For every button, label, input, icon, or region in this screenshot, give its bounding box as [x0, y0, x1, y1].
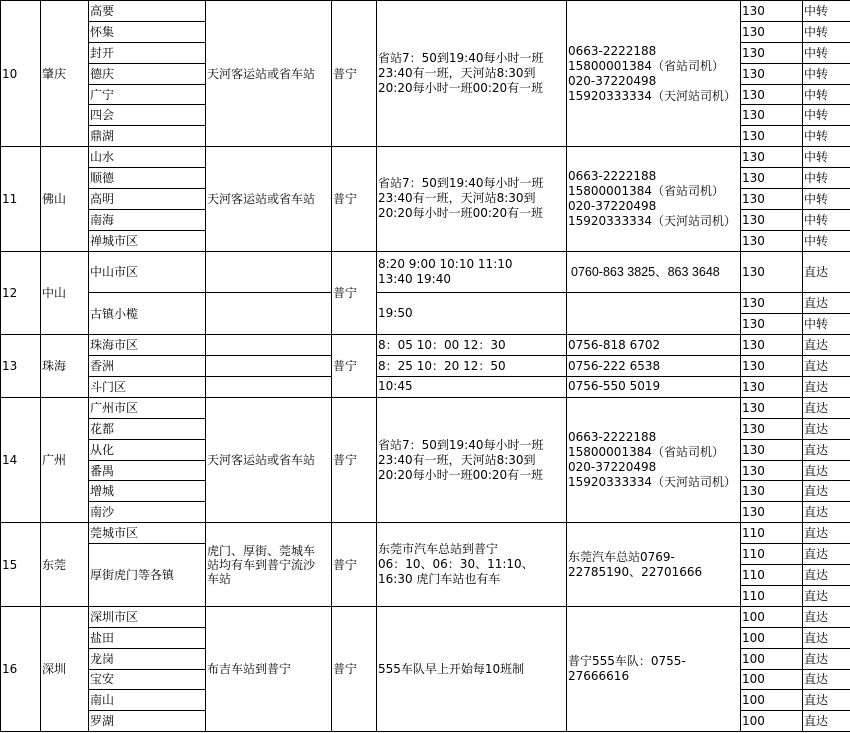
departure-station: 天河客运站或省车站 — [206, 397, 332, 522]
schedule: 8：25 10：20 12：50 — [377, 356, 567, 377]
fare-price: 130 — [741, 21, 803, 42]
fare-price: 100 — [741, 669, 803, 690]
table-row — [1, 251, 850, 272]
table-row — [1, 293, 850, 314]
origin-city: 东莞 — [41, 523, 89, 607]
fare-price: 130 — [741, 168, 803, 189]
destination: 普宁 — [332, 251, 377, 335]
contact-phone: 0663-2222188 15800001384（省站司机） 020-37220498 15920333334（天河站司机） — [567, 147, 741, 251]
route-type: 中转 — [803, 42, 850, 63]
contact-phone: 东莞汽车总站0769- 22785190、22701666 — [567, 523, 741, 607]
sub-area: 中山市区 — [89, 251, 206, 293]
fare-price: 130 — [741, 42, 803, 63]
route-number: 11 — [1, 147, 41, 251]
sub-area: 珠海市区 — [89, 335, 206, 356]
fare-price: 100 — [741, 606, 803, 627]
fare-price: 100 — [741, 648, 803, 669]
route-type: 中转 — [803, 105, 850, 126]
sub-area: 四会 — [89, 105, 206, 126]
table-row — [1, 356, 850, 377]
route-type: 直达 — [803, 585, 850, 606]
departure-station — [206, 335, 332, 356]
route-type: 直达 — [803, 293, 850, 314]
fare-price: 130 — [741, 209, 803, 230]
origin-city: 佛山 — [41, 147, 89, 251]
sub-area: 南海 — [89, 209, 206, 230]
route-number: 15 — [1, 523, 41, 607]
route-type: 直达 — [803, 356, 850, 377]
route-number: 14 — [1, 397, 41, 522]
origin-city: 广州 — [41, 397, 89, 522]
sub-area: 德庆 — [89, 63, 206, 84]
destination: 普宁 — [332, 606, 377, 731]
fare-price: 110 — [741, 523, 803, 544]
contact-phone: 0756-222 6538 — [567, 356, 741, 377]
schedule: 东莞市汽车总站到普宁 06：10、06：30、11:10、 16:30 虎门车站也有车 — [377, 523, 567, 607]
fare-price: 100 — [741, 627, 803, 648]
route-type: 中转 — [803, 168, 850, 189]
sub-area: 从化 — [89, 439, 206, 460]
sub-area: 厚街虎门等各镇 — [89, 544, 206, 607]
route-type: 中转 — [803, 84, 850, 105]
route-type: 中转 — [803, 1, 850, 22]
fare-price: 130 — [741, 314, 803, 335]
schedule: 555车队早上开始每10班制 — [377, 606, 567, 731]
sub-area: 花都 — [89, 418, 206, 439]
sub-area: 怀集 — [89, 21, 206, 42]
fare-price: 130 — [741, 481, 803, 502]
fare-price: 130 — [741, 105, 803, 126]
fare-price: 130 — [741, 293, 803, 314]
fare-price: 130 — [741, 439, 803, 460]
route-type: 直达 — [803, 439, 850, 460]
table-row — [1, 1, 850, 22]
fare-price: 110 — [741, 565, 803, 586]
sub-area: 罗湖 — [89, 711, 206, 732]
table-body — [1, 1, 850, 732]
sub-area: 香洲 — [89, 356, 206, 377]
schedule: 19:50 — [377, 293, 567, 335]
route-type: 中转 — [803, 209, 850, 230]
fare-price: 110 — [741, 585, 803, 606]
sub-area: 龙岗 — [89, 648, 206, 669]
sub-area: 番禺 — [89, 460, 206, 481]
route-type: 直达 — [803, 377, 850, 398]
fare-price: 130 — [741, 377, 803, 398]
table-row — [1, 606, 850, 627]
fare-price: 130 — [741, 335, 803, 356]
destination: 普宁 — [332, 147, 377, 251]
route-type: 直达 — [803, 460, 850, 481]
fare-price: 130 — [741, 230, 803, 251]
departure-station — [206, 356, 332, 377]
route-type: 直达 — [803, 335, 850, 356]
sub-area: 南山 — [89, 690, 206, 711]
route-type: 中转 — [803, 147, 850, 168]
fare-price: 130 — [741, 251, 803, 293]
departure-station: 天河客运站或省车站 — [206, 147, 332, 251]
fare-price: 130 — [741, 189, 803, 210]
fare-price: 130 — [741, 397, 803, 418]
fare-price: 130 — [741, 356, 803, 377]
route-type: 中转 — [803, 189, 850, 210]
route-type: 直达 — [803, 418, 850, 439]
fare-price: 130 — [741, 1, 803, 22]
route-number: 16 — [1, 606, 41, 731]
departure-station — [206, 377, 332, 398]
route-type: 直达 — [803, 627, 850, 648]
sub-area: 宝安 — [89, 669, 206, 690]
fare-price: 130 — [741, 63, 803, 84]
contact-phone: 0663-2222188 15800001384（省站司机） 020-37220498 15920333334（天河站司机） — [567, 397, 741, 522]
sub-area: 南沙 — [89, 502, 206, 523]
route-number: 13 — [1, 335, 41, 398]
origin-city: 中山 — [41, 251, 89, 335]
sub-area: 深圳市区 — [89, 606, 206, 627]
contact-phone: 0756-550 5019 — [567, 377, 741, 398]
origin-city: 珠海 — [41, 335, 89, 398]
fare-price: 100 — [741, 711, 803, 732]
sub-area: 鼎湖 — [89, 126, 206, 147]
route-type: 直达 — [803, 648, 850, 669]
schedule: 8:20 9:00 10:10 11:10 13:40 19:40 — [377, 251, 567, 293]
fare-price: 130 — [741, 147, 803, 168]
table-row — [1, 335, 850, 356]
sub-area: 莞城市区 — [89, 523, 206, 544]
sub-area: 古镇小榄 — [89, 293, 206, 335]
route-type: 直达 — [803, 669, 850, 690]
departure-station: 布吉车站到普宁 — [206, 606, 332, 731]
schedule: 8：05 10：00 12：30 — [377, 335, 567, 356]
route-type: 直达 — [803, 565, 850, 586]
schedule: 省站7：50到19:40每小时一班 23:40有一班，天河站8:30到 20:20每小时一班00:20有一班 — [377, 397, 567, 522]
sub-area: 封开 — [89, 42, 206, 63]
sub-area: 顺德 — [89, 168, 206, 189]
contact-phone — [567, 293, 741, 335]
fare-price: 100 — [741, 690, 803, 711]
sub-area: 增城 — [89, 481, 206, 502]
schedule: 10:45 — [377, 377, 567, 398]
schedule: 省站7：50到19:40每小时一班 23:40有一班，天河站8:30到 20:20每小时一班00:20有一班 — [377, 1, 567, 147]
sub-area: 广宁 — [89, 84, 206, 105]
departure-station — [206, 251, 332, 293]
table-row — [1, 397, 850, 418]
fare-price: 110 — [741, 544, 803, 565]
contact-phone: 普宁555车队：0755- 27666616 — [567, 606, 741, 731]
route-type: 直达 — [803, 523, 850, 544]
sub-area: 高要 — [89, 1, 206, 22]
route-type: 直达 — [803, 397, 850, 418]
origin-city: 肇庆 — [41, 1, 89, 147]
fare-price: 130 — [741, 126, 803, 147]
table-row — [1, 147, 850, 168]
route-type: 直达 — [803, 544, 850, 565]
sub-area: 禅城市区 — [89, 230, 206, 251]
departure-station — [206, 293, 332, 335]
destination: 普宁 — [332, 523, 377, 607]
route-type: 中转 — [803, 21, 850, 42]
destination: 普宁 — [332, 1, 377, 147]
route-type: 直达 — [803, 251, 850, 293]
table-row — [1, 523, 850, 544]
route-type: 直达 — [803, 711, 850, 732]
schedule: 省站7：50到19:40每小时一班 23:40有一班，天河站8:30到 20:20每小时一班00:20有一班 — [377, 147, 567, 251]
route-type: 直达 — [803, 606, 850, 627]
route-type: 中转 — [803, 230, 850, 251]
destination: 普宁 — [332, 397, 377, 522]
sub-area: 斗门区 — [89, 377, 206, 398]
origin-city: 深圳 — [41, 606, 89, 731]
route-type: 中转 — [803, 126, 850, 147]
contact-phone: 0756-818 6702 — [567, 335, 741, 356]
sub-area: 盐田 — [89, 627, 206, 648]
sub-area: 高明 — [89, 189, 206, 210]
route-type: 中转 — [803, 314, 850, 335]
fare-price: 130 — [741, 418, 803, 439]
table-row — [1, 377, 850, 398]
departure-station: 虎门、厚街、莞城车 站均有车到普宁流沙 车站 — [206, 523, 332, 607]
route-type: 直达 — [803, 690, 850, 711]
route-type: 直达 — [803, 502, 850, 523]
departure-station: 天河客运站或省车站 — [206, 1, 332, 147]
route-type: 直达 — [803, 481, 850, 502]
fare-price: 130 — [741, 460, 803, 481]
sub-area: 山水 — [89, 147, 206, 168]
fare-price: 130 — [741, 502, 803, 523]
route-type: 中转 — [803, 63, 850, 84]
contact-phone: 0760-863 3825、863 3648 — [567, 251, 741, 293]
sub-area: 广州市区 — [89, 397, 206, 418]
destination: 普宁 — [332, 335, 377, 398]
route-number: 10 — [1, 1, 41, 147]
fare-price: 130 — [741, 84, 803, 105]
contact-phone: 0663-2222188 15800001384（省站司机） 020-37220498 15920333334（天河站司机） — [567, 1, 741, 147]
route-number: 12 — [1, 251, 41, 335]
